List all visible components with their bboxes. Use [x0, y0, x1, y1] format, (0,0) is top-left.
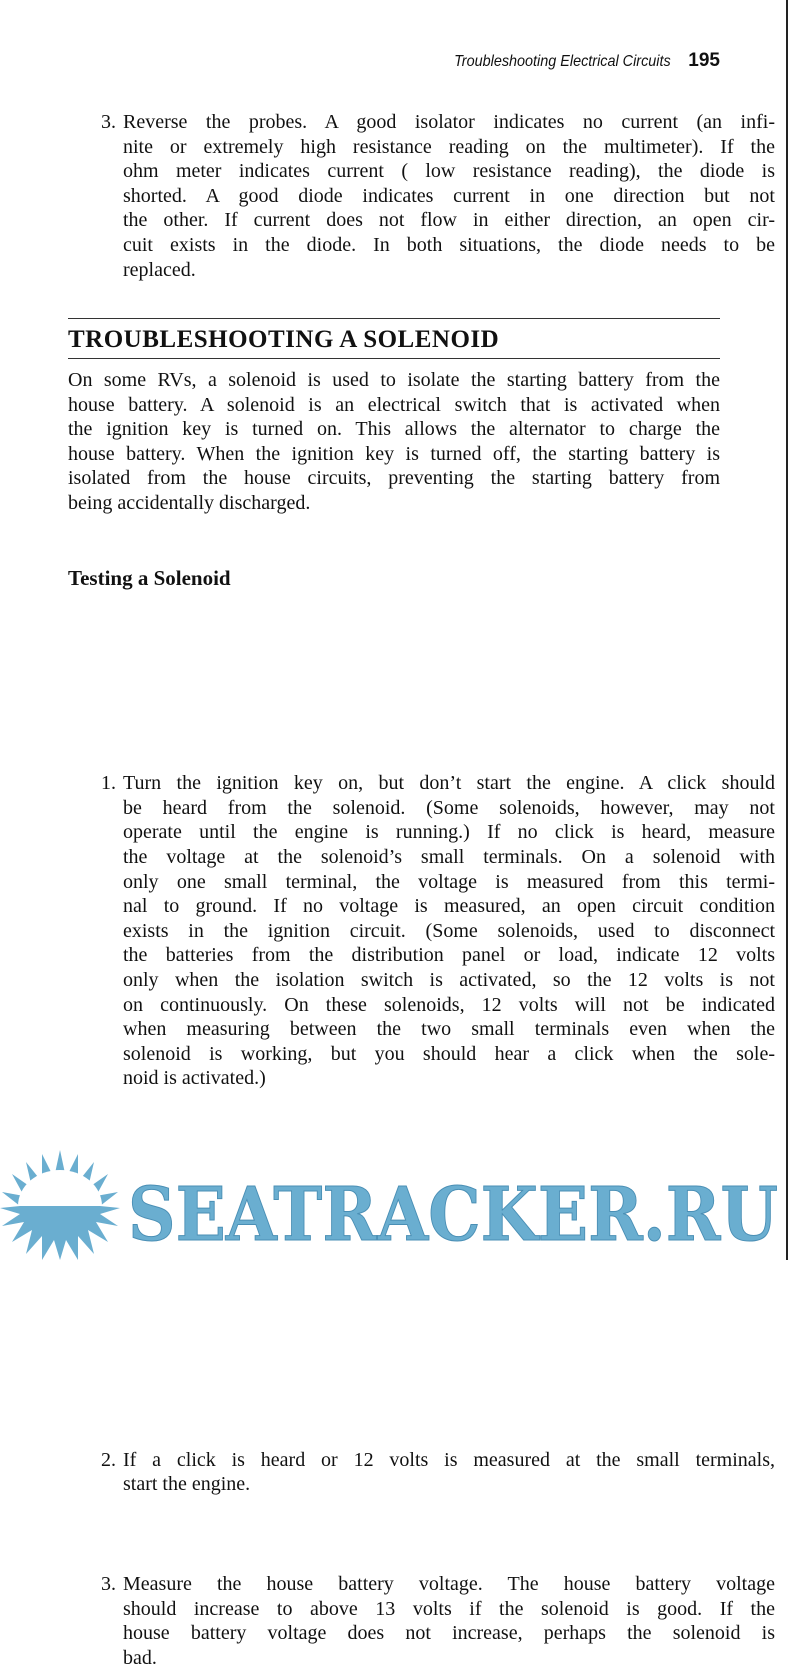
text-line: isolated from the house circuits, preventing the starting battery from: [68, 467, 720, 490]
text-line: On some RVs, a solenoid is used to isolate the starting battery from the: [68, 369, 720, 391]
page-edge: [786, 0, 788, 1260]
text-line: only when the isolation switch is activated, so the 12 volts is not: [123, 968, 775, 991]
section-heading: TROUBLESHOOTING A SOLENOID: [68, 326, 500, 353]
text-line: Reverse the probes. A good isolator indicates no current (an infi-: [123, 111, 775, 133]
text-line: operate until the engine is running.) If no click is heard, measure: [123, 821, 775, 844]
text-line: when measuring between the two small terminals even when the: [123, 1018, 775, 1041]
text-line: nal to ground. If no voltage is measured, an open circuit condition: [123, 895, 775, 918]
watermark-text: SEATRACKER.RU: [128, 1172, 778, 1258]
subheading: Testing a Solenoid: [68, 566, 231, 590]
text-line: replaced.: [123, 258, 196, 281]
divider: [68, 358, 720, 359]
text-line: shorted. A good diode indicates current in one direction but not: [123, 184, 775, 207]
list-number: 3.: [101, 111, 116, 133]
text-line: should increase to above 13 volts if the solenoid is good. If the: [123, 1597, 775, 1620]
text-line: be heard from the solenoid. (Some solenoids, however, may not: [123, 796, 775, 819]
text-line: cuit exists in the diode. In both situations, the diode needs to be: [123, 233, 775, 256]
list-item: [68, 771, 775, 1091]
text-line: on continuously. On these solenoids, 12 volts will not be indicated: [123, 993, 775, 1016]
text-line: start the engine.: [123, 1473, 251, 1496]
list-item: [68, 110, 775, 282]
text-line: If a click is heard or 12 volts is measured at the small terminals,: [123, 1448, 775, 1471]
text-line: exists in the ignition circuit. (Some solenoids, used to disconnect: [123, 919, 775, 942]
text-line: ohm meter indicates current ( low resistance reading), the diode is: [123, 160, 775, 183]
text-line: noid is activated.): [123, 1067, 266, 1090]
text-line: the batteries from the distribution panel or load, indicate 12 volts: [123, 944, 775, 967]
list-number: 3.: [101, 1573, 116, 1596]
text-line: the ignition key is turned on. This allows the alternator to charge the: [68, 418, 720, 441]
text-line: solenoid is working, but you should hear a click when the sole-: [123, 1042, 775, 1065]
text-line: Turn the ignition key on, but don’t start the engine. A click should: [123, 772, 775, 795]
text-line: house battery. A solenoid is an electrical switch that is activated when: [68, 393, 720, 416]
list-item: [68, 1448, 775, 1497]
list-number: 1.: [101, 772, 116, 795]
text-line: nite or extremely high resistance reading on the multimeter). If the: [123, 135, 775, 158]
text-line: Measure the house battery voltage. The house battery voltage: [123, 1573, 775, 1596]
text-line: bad.: [123, 1646, 157, 1669]
text-line: being accidentally discharged.: [68, 491, 311, 514]
sun-icon: [0, 1150, 120, 1260]
page-number: 195: [688, 50, 720, 71]
text-line: the other. If current does not flow in either direction, an open cir-: [123, 209, 775, 232]
text-line: house battery. When the ignition key is turned off, the starting battery is: [68, 442, 720, 465]
list-number: 2.: [101, 1448, 116, 1471]
text-line: the voltage at the solenoid’s small terminals. On a solenoid with: [123, 845, 775, 868]
divider: [68, 318, 720, 319]
list-item: [68, 1572, 775, 1670]
intro-paragraph: [68, 368, 720, 516]
watermark-logo: [0, 1148, 789, 1260]
running-header: [400, 50, 720, 72]
text-line: house battery voltage does not increase, perhaps the solenoid is: [123, 1622, 775, 1645]
text-line: only one small terminal, the voltage is measured from this termi-: [123, 870, 775, 893]
running-title: Troubleshooting Electrical Circuits: [453, 53, 671, 70]
